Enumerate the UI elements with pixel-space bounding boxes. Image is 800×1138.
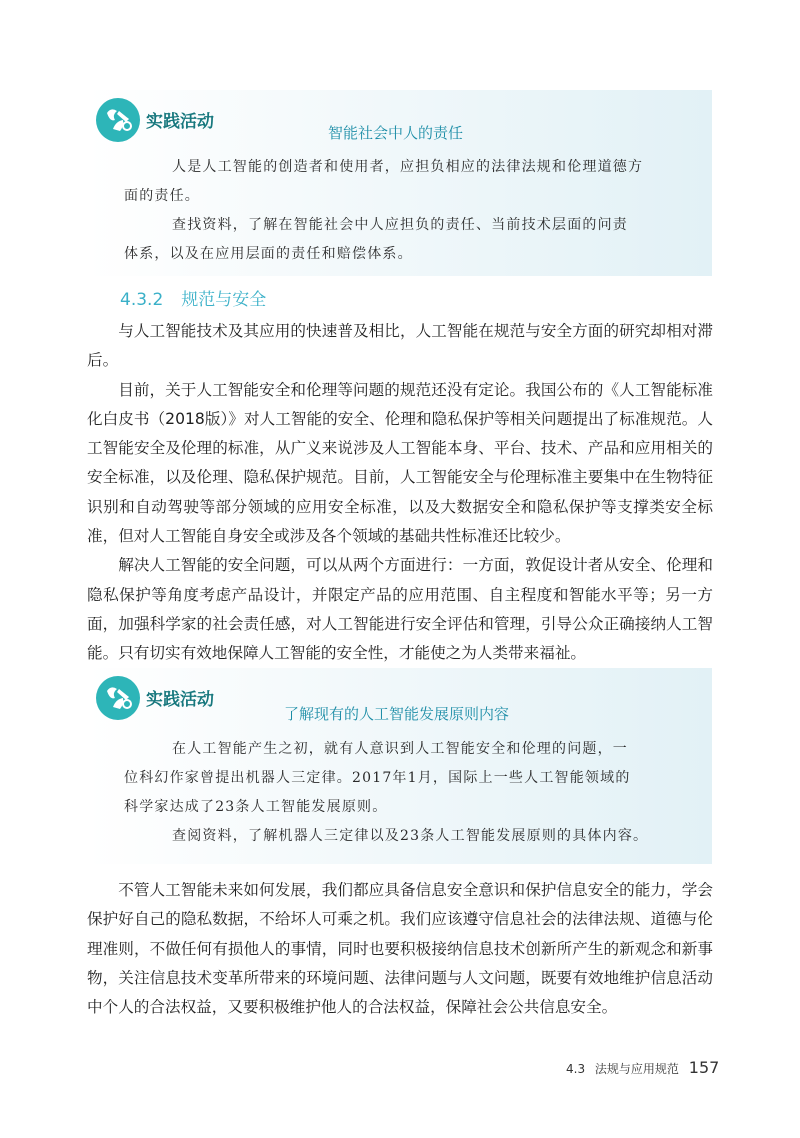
activity-text-line: 查阅资料，了解机器人三定律以及23条人工智能发展原则的具体内容。 <box>172 828 649 844</box>
activity-text-line: 人是人工智能的创造者和使用者，应担负相应的法律法规和伦理道德方 <box>172 159 644 175</box>
paragraph: 不管人工智能未来如何发展，我们都应具备信息安全意识和保护信息安全的能力，学会保护好自己的隐私数据，不给坏人可乘之机。我们应该遵守信息社会的法律法规、道德与伦理准则，不做任何有损他人的事情，同时也要积极接纳信息技术创新所产生的新观念和新事物，关注信息技术变革所带来的环境问题、法律问题与人文问题，既要有效地维护信息活动中个人的合法权益，又要积极维护他人的合法权益，保障社会公共信息安全。 <box>87 881 713 1017</box>
activity-text-line: 面的责任。 <box>124 188 200 204</box>
activity-label: 实践活动 <box>146 112 214 132</box>
practice-activity-box-2 <box>88 668 712 864</box>
activity-text-line: 查找资料，了解在智能社会中人应担负的责任、当前技术层面的问责 <box>172 217 628 233</box>
activity-title: 智能社会中人的责任 <box>328 124 464 142</box>
activity-icon <box>96 676 140 720</box>
activity-text-line: 体系，以及在应用层面的责任和赔偿体系。 <box>124 246 413 262</box>
activity-label: 实践活动 <box>146 690 214 710</box>
footer-section: 4.3 <box>566 1062 586 1076</box>
activity-text-line: 科学家达成了23条人工智能发展原则。 <box>124 799 388 815</box>
body-text-1 <box>87 317 713 669</box>
section-title: 规范与安全 <box>181 290 267 310</box>
section-number: 4.3.2 <box>120 290 164 310</box>
practice-activity-box-1 <box>88 90 712 276</box>
activity-title: 了解现有的人工智能发展原则内容 <box>284 705 510 723</box>
paragraph: 与人工智能技术及其应用的快速普及相比，人工智能在规范与安全方面的研究却相对滞后。 <box>87 322 713 370</box>
page-footer <box>566 1058 719 1077</box>
footer-chapter: 法规与应用规范 <box>594 1062 679 1076</box>
activity-text-line: 在人工智能产生之初，就有人意识到人工智能安全和伦理的问题，一 <box>172 741 628 757</box>
paragraph: 目前，关于人工智能安全和伦理等问题的规范还没有定论。我国公布的《人工智能标准化白皮书（2018版）》对人工智能的安全、伦理和隐私保护等相关问题提出了标准规范。人工智能安全及伦理的标准，从广义来说涉及人工智能本身、平台、技术、产品和应用相关的安全标准，以及伦理、隐私保护规范。目前，人工智能安全与伦理标准主要集中在生物特征识别和自动驾驶等部分领域的应用安全标准，以及大数据安全和隐私保护等支撑类安全标准，但对人工智能自身安全或涉及各个领域的基础共性标准还比较少。 <box>87 380 713 546</box>
page-number: 157 <box>688 1058 720 1077</box>
activity-text-line: 位科幻作家曾提出机器人三定律。2017年1月，国际上一些人工智能领域的 <box>124 770 631 786</box>
body-text-2 <box>87 876 713 1022</box>
activity-icon <box>96 98 140 142</box>
section-heading <box>120 285 266 310</box>
paragraph: 解决人工智能的安全问题，可以从两个方面进行：一方面，敦促设计者从安全、伦理和隐私保护等角度考虑产品设计，并限定产品的应用范围、自主程度和智能水平等；另一方面，加强科学家的社会责任感，对人工智能进行安全评估和管理，引导公众正确接纳人工智能。只有切实有效地保障人工智能的安全性，才能使之为人类带来福祉。 <box>87 556 713 663</box>
